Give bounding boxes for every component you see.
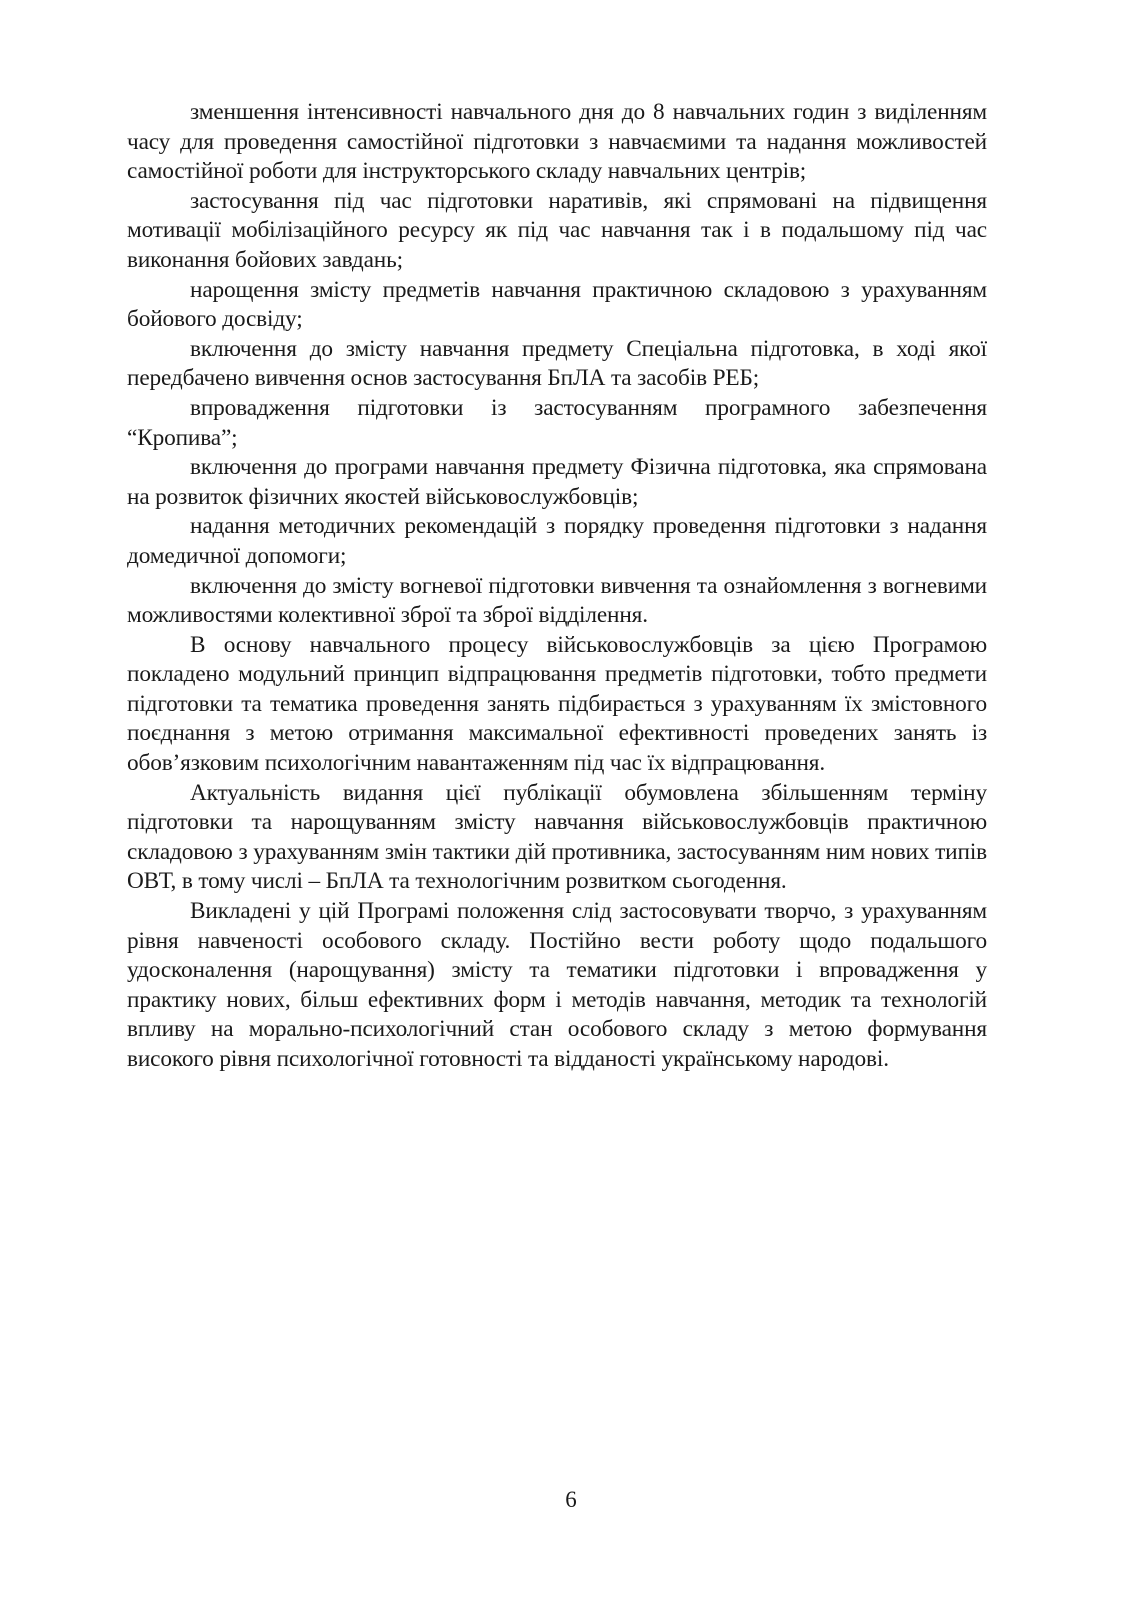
paragraph-narratives: застосування під час підготовки наративів, які спрямовані на підвищення мотивації мобілізаційного ресурсу як під час навчання так і в подальшому під час виконання бойових завдань; [127,187,987,273]
page-body [127,98,987,1075]
paragraph-modular-principle: В основу навчального процесу військовослужбовців за цією Програмою покладено модульний принцип відпрацювання предметів підготовки, тобто предмети підготовки та тематика проведення занять підбирається з урахуванням їх змістовного поєднання з метою отримання максимальної ефективності проведених занять із обов’язковим психологічним навантаженням під час їх відпрацювання. [127,631,987,777]
paragraph-fire-training: включення до змісту вогневої підготовки вивчення та ознайомлення з вогневими можливостями колективної зброї та зброї відділення. [127,572,987,629]
paragraph-kropyva-software: впровадження підготовки із застосуванням програмного забезпечення “Кропива”; [127,394,987,451]
paragraph-first-aid: надання методичних рекомендацій з порядку проведення підготовки з надання домедичної допомоги; [127,513,987,569]
paragraph-application: Викладені у цій Програмі положення слід застосовувати творчо, з урахуванням рівня навченості особового складу. Постійно вести роботу щодо подальшого удосконалення (нарощування) змісту та тематики підготовки і впровадження у практику нових, більш ефективних форм і методів навчання, методик та технологій впливу на морально-психологічний стан особового складу з метою формування високого рівня психологічної готовності та відданості українському народові. [127,898,987,1072]
paragraph-reduce-intensity: зменшення інтенсивності навчального дня до 8 навчальних годин з виділенням часу для проведення самостійної підготовки з навчаємими та надання можливостей самостійної роботи для інструкторського складу навчальних центрів; [127,99,987,185]
paragraph-practical-content: нарощення змісту предметів навчання практичною складовою з урахуванням бойового досвіду; [127,276,987,333]
paragraph-special-training: включення до змісту навчання предмету Спеціальна підготовка, в ході якої передбачено вивчення основ застосування БпЛА та засобів РЕБ; [127,335,987,392]
paragraph-relevance: Актуальність видання цієї публікації обумовлена збільшенням терміну підготовки та нарощуванням змісту навчання військовослужбовців практичною складовою з урахуванням змін тактики дій противника, застосуванням ним нових типів ОВТ, в тому числі – БпЛА та технологічним розвитком сьогодення. [127,779,987,895]
paragraph-physical-training: включення до програми навчання предмету Фізична підготовка, яка спрямована на розвиток фізичних якостей військовослужбовців; [127,454,987,510]
page-number: 6 [565,1487,577,1512]
